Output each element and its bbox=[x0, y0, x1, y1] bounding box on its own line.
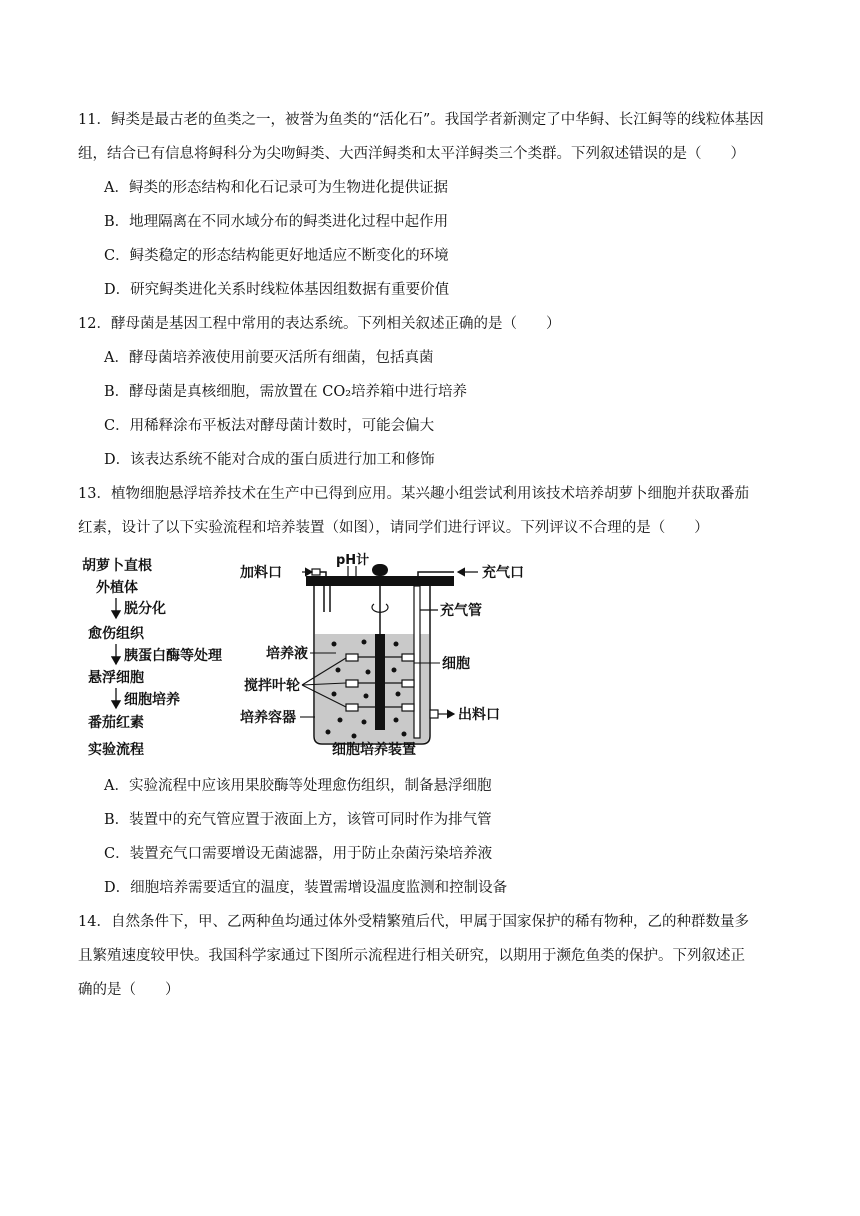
flow-node-2: 悬浮细胞 bbox=[88, 670, 144, 686]
container-label: 培养容器 bbox=[240, 710, 296, 726]
q14-stem-line-1: 14．自然条件下，甲、乙两种鱼均通过体外受精繁殖后代，甲属于国家保护的稀有物种，乙的种群数量多 bbox=[78, 914, 749, 930]
air-tube-label: 充气管 bbox=[440, 603, 482, 619]
q11-option-d: D．研究鲟类进化关系时线粒体基因组数据有重要价值 bbox=[104, 282, 450, 298]
impeller-label: 搅拌叶轮 bbox=[244, 678, 300, 694]
q11-option-a: A．鲟类的形态结构和化石记录可为生物进化提供证据 bbox=[104, 180, 448, 196]
outlet-label: 出料口 bbox=[458, 707, 500, 723]
q13-stem-line-1: 13．植物细胞悬浮培养技术在生产中已得到应用。某兴趣小组尝试利用该技术培养胡萝卜细胞并获取番茄 bbox=[78, 486, 749, 502]
q11-option-b: B．地理隔离在不同水域分布的鲟类进化过程中起作用 bbox=[104, 214, 449, 230]
q14-stem-line-3: 确的是（ ） bbox=[78, 982, 180, 998]
q13-option-a: A．实验流程中应该用果胶酶等处理愈伤组织，制备悬浮细胞 bbox=[104, 778, 492, 794]
flow-node-3: 番茄红素 bbox=[88, 715, 144, 731]
container-lid bbox=[306, 576, 454, 586]
flow-start-line1: 胡萝卜直根 bbox=[82, 558, 152, 574]
q14-stem-line-2: 且繁殖速度较甲快。我国科学家通过下图所示流程进行相关研究，以期用于濒危鱼类的保护。下列叙述正 bbox=[78, 948, 745, 964]
air-inlet-label: 充气口 bbox=[482, 565, 524, 581]
air-tube bbox=[414, 586, 420, 738]
ph-meter-knob bbox=[372, 564, 388, 576]
flow-caption: 实验流程 bbox=[88, 742, 144, 758]
feed-port-label: 加料口 bbox=[240, 565, 282, 581]
q12-option-a: A．酵母菌培养液使用前要灭活所有细菌，包括真菌 bbox=[104, 350, 434, 366]
device-caption: 细胞培养装置 bbox=[332, 742, 416, 758]
q11-stem-line-1: 11．鲟类是最古老的鱼类之一，被誉为鱼类的“活化石”。我国学者新测定了中华鲟、长江鲟等的线粒体基因 bbox=[78, 112, 764, 128]
medium-label: 培养液 bbox=[266, 646, 308, 662]
cell-culture-device bbox=[240, 552, 524, 758]
q11-option-c: C．鲟类稳定的形态结构能更好地适应不断变化的环境 bbox=[104, 248, 449, 264]
flow-step-3: 细胞培养 bbox=[124, 692, 180, 708]
q12-stem-line-1: 12．酵母菌是基因工程中常用的表达系统。下列相关叙述正确的是（ ） bbox=[78, 316, 561, 332]
q12-option-c: C．用稀释涂布平板法对酵母菌计数时，可能会偏大 bbox=[104, 418, 435, 434]
ph-meter-label: pH计 bbox=[336, 553, 370, 568]
q11-stem-line-2: 组，结合已有信息将鲟科分为尖吻鲟类、大西洋鲟类和太平洋鲟类三个类群。下列叙述错误的是（ ） bbox=[78, 146, 745, 162]
flow-step-2: 胰蛋白酶等处理 bbox=[124, 648, 222, 664]
flow-step-1: 脱分化 bbox=[124, 601, 166, 617]
experiment-flow-chart bbox=[82, 557, 223, 758]
q13-figure bbox=[78, 552, 538, 760]
q12-option-d: D．该表达系统不能对合成的蛋白质进行加工和修饰 bbox=[104, 452, 435, 468]
cell-label: 细胞 bbox=[442, 656, 470, 672]
stirrer-shaft bbox=[375, 634, 385, 730]
flow-start-line2: 外植体 bbox=[96, 580, 138, 596]
q13-option-c: C．装置充气口需要增设无菌滤器，用于防止杂菌污染培养液 bbox=[104, 846, 493, 862]
flow-node-1: 愈伤组织 bbox=[88, 626, 144, 642]
q13-stem-line-2: 红素，设计了以下实验流程和培养装置（如图），请同学们进行评议。下列评议不合理的是（ ） bbox=[78, 520, 709, 536]
q12-option-b: B．酵母菌是真核细胞，需放置在 CO₂培养箱中进行培养 bbox=[104, 384, 468, 400]
q13-option-b: B．装置中的充气管应置于液面上方，该管可同时作为排气管 bbox=[104, 812, 492, 828]
q13-option-d: D．细胞培养需要适宜的温度，装置需增设温度监测和控制设备 bbox=[104, 880, 508, 896]
culture-medium bbox=[315, 634, 429, 743]
